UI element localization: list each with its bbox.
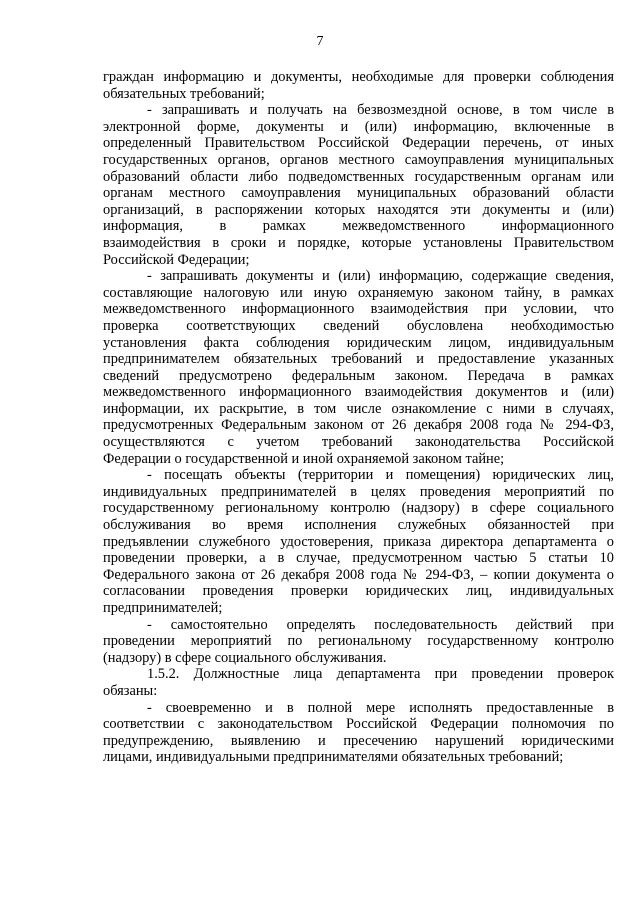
text-line: предупреждению, выявлению и пресечению нарушений юридическими	[103, 732, 614, 749]
text-line: - запрашивать и получать на безвозмездной основе, в том числе в	[147, 102, 614, 119]
text-line: взаимодействия в сроки и порядке, которые установлены Правительством	[103, 234, 614, 251]
text-line: государственных органов, органов местного самоуправления муниципальных	[103, 151, 614, 168]
page-number: 7	[316, 34, 324, 49]
text-line: обслуживания во время исполнения служебных обязанностей при	[103, 517, 614, 534]
text-line: 1.5.2. Должностные лица департамента при проведении проверок	[147, 666, 614, 683]
text-line: проверка соответствующих сведений обусловлена необходимостью	[103, 317, 614, 334]
text-line: межведомственного информационного взаимодействия документов и (или)	[103, 384, 614, 401]
text-line: обязаны:	[103, 682, 158, 699]
text-line: - запрашивать документы и (или) информацию, содержащие сведения,	[147, 268, 614, 285]
text-line: определенный Правительством Российской Федерации перечень, от иных	[103, 135, 614, 152]
text-line: установления факта соблюдения юридическим лицом, индивидуальным	[103, 334, 614, 351]
text-line: (надзору) в сфере социального обслуживания.	[103, 649, 387, 666]
text-line: обязательных требований;	[103, 85, 265, 102]
text-line: согласовании проведения проверки юридических лиц, индивидуальных	[103, 583, 614, 600]
text-line: информация, в рамках межведомственного информационного	[103, 218, 614, 235]
text-line: предпринимателем обязательных требований и предоставление указанных	[103, 351, 614, 368]
text-line: электронной форме, документы и (или) информацию, включенные в	[103, 118, 614, 135]
text-line: Федерации о государственной и иной охраняемой законом тайне;	[103, 450, 505, 467]
text-line: - посещать объекты (территории и помещения) юридических лиц,	[147, 467, 614, 484]
text-line: организаций, в распоряжении которых находятся эти документы и (или)	[103, 201, 614, 218]
text-line: индивидуальных предпринимателей в целях проведения мероприятий по	[103, 483, 614, 500]
text-line: межведомственного информационного взаимодействия при условии, что	[103, 301, 614, 318]
text-line: предусмотренных Федеральным законом от 26 декабря 2008 года № 294-ФЗ,	[103, 417, 614, 434]
text-line: образований области либо подведомственных государственным органам или	[103, 168, 614, 185]
text-line: предъявлении служебного удостоверения, приказа директора департамента о	[103, 533, 614, 550]
text-line: проведении мероприятий по региональному государственному контролю	[103, 633, 614, 650]
text-line: граждан информацию и документы, необходимые для проверки соблюдения	[103, 69, 614, 85]
text-line: информации, их раскрытие, в том числе ознакомление с ними в случаях,	[103, 400, 614, 417]
text-line: соответствии с законодательством Российской Федерации полномочия по	[103, 716, 614, 733]
text-line: предпринимателей;	[103, 600, 223, 616]
text-line: государственному региональному контролю (надзору) в сфере социального	[103, 500, 614, 517]
text-line: Федерального закона от 26 декабря 2008 года № 294-ФЗ, – копии документа о	[103, 566, 614, 583]
text-line: - своевременно и в полной мере исполнять предоставленные в	[147, 699, 614, 716]
text-line: органам местного самоуправления муниципальных образований области	[103, 185, 614, 202]
text-line: проведении проверки, а в случае, предусмотренном частью 5 статьи 10	[103, 550, 614, 567]
text-line: Российской Федерации;	[103, 251, 250, 268]
text-line: лицами, индивидуальными предпринимателями обязательных требований;	[103, 749, 564, 766]
document-body	[103, 69, 614, 766]
text-line: - самостоятельно определять последовательность действий при	[147, 616, 614, 633]
text-line: составляющие налоговую или иную охраняемую законом тайну, в рамках	[103, 284, 614, 301]
text-line: осуществляются с учетом требований законодательства Российской	[103, 434, 614, 451]
text-line: сведений предусмотрено федеральным законом. Передача в рамках	[103, 367, 614, 384]
